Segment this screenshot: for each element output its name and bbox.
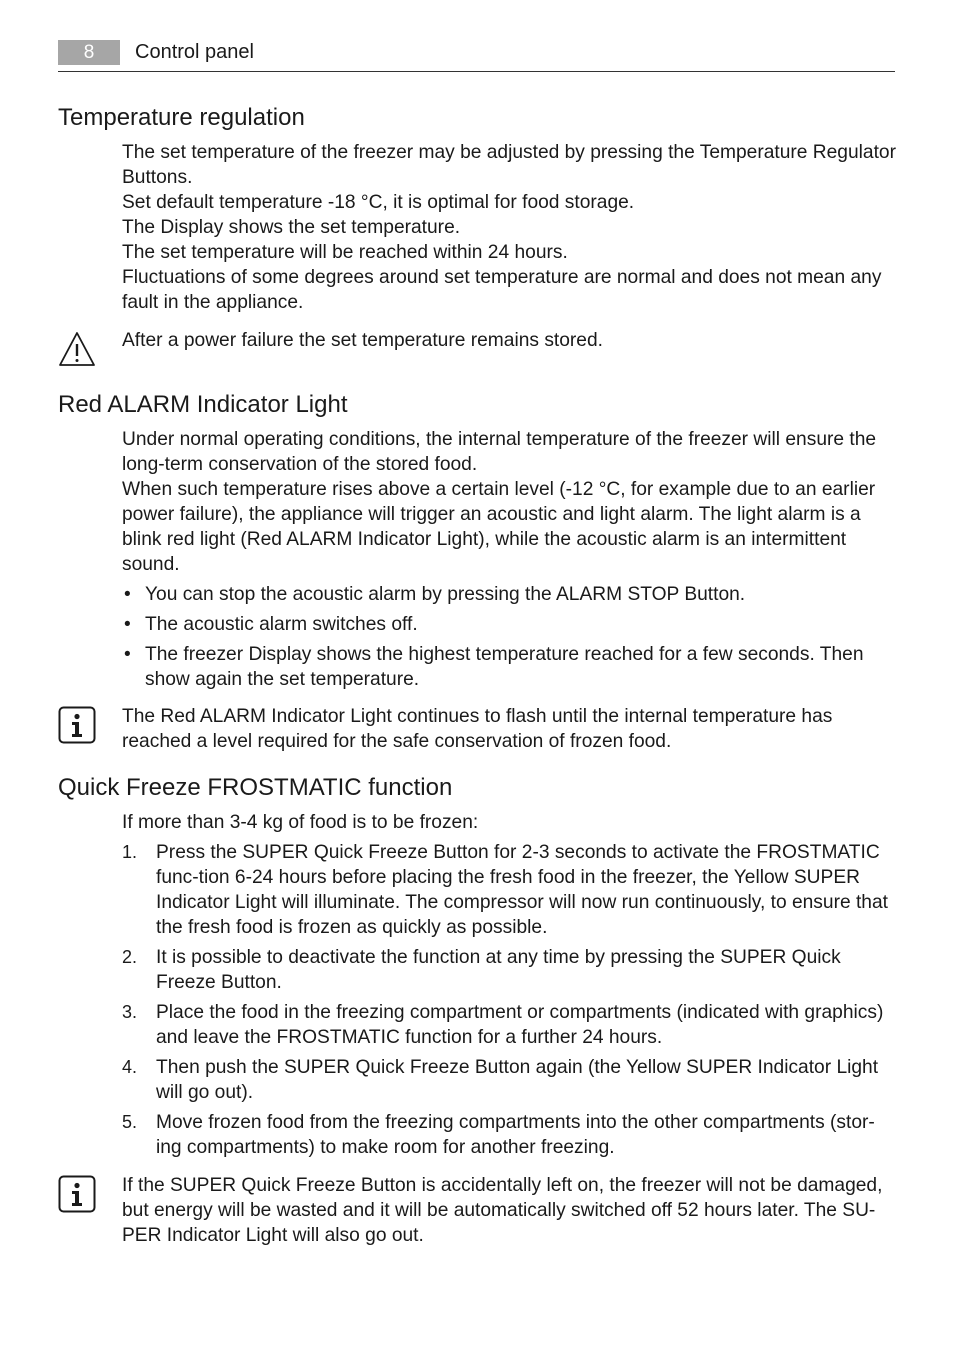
step-text: Press the SUPER Quick Freeze Button for 2-3 seconds to activate the FROSTMATIC func-tion 6-24 hours before placing the fresh food in the freezer, the Yellow SUPER Indicator Light will illuminate. The compressor will now run continuously, to ensure that the fresh food is frozen as quickly as possible. — [156, 842, 888, 938]
alarm-info-note: The Red ALARM Indicator Light continues to flash until the internal temperature has reached a level required for the safe conservation of frozen food. — [122, 706, 833, 752]
heading-red-alarm-indicator-light: Red ALARM Indicator Light — [58, 391, 348, 418]
heading-quick-freeze-frostmatic: Quick Freeze FROSTMATIC function — [58, 774, 453, 801]
list-item-text: The freezer Display shows the highest temperature reached for a few seconds. Then show again the set temperature. — [145, 644, 864, 690]
info-icon — [58, 1175, 96, 1213]
warning-triangle-icon — [58, 330, 96, 368]
list-item — [122, 642, 897, 692]
step-text: It is possible to deactivate the function at any time by pressing the SUPER Quick Freeze Button. — [156, 947, 841, 993]
paragraph: The set temperature of the freezer may be adjusted by pressing the Temperature Regulator Buttons. — [122, 142, 896, 188]
step-number: 3. — [122, 1002, 138, 1022]
page-header — [58, 40, 895, 72]
step-number: 1. — [122, 842, 138, 862]
page-number: 8 — [58, 40, 120, 65]
step-text: Move frozen food from the freezing compartments into the other compartments (stor-ing compartments) to make room for another freezing. — [156, 1112, 875, 1158]
list-item — [122, 612, 897, 637]
step-text: Place the food in the freezing compartment or compartments (indicated with graphics) and leave the FROSTMATIC function for a further 24 hours. — [156, 1002, 884, 1048]
info-icon — [58, 706, 96, 744]
list-item — [122, 1055, 897, 1105]
paragraph: The Display shows the set temperature. — [122, 217, 461, 238]
paragraph: Set default temperature -18 °C, it is optimal for food storage. — [122, 192, 635, 213]
paragraph: Fluctuations of some degrees around set temperature are normal and does not mean any fault in the appliance. — [122, 267, 882, 313]
list-item — [122, 840, 897, 940]
bullet-icon: • — [124, 584, 131, 605]
list-item — [122, 945, 897, 995]
step-text: Then push the SUPER Quick Freeze Button again (the Yellow SUPER Indicator Light will go out). — [156, 1057, 879, 1103]
list-item — [122, 1110, 897, 1160]
bullet-icon: • — [124, 644, 131, 665]
quickfreeze-info-note: If the SUPER Quick Freeze Button is accidentally left on, the freezer will not be damaged, but energy will be wasted and it will be automatically switched off 52 hours later. The SU-PER Indicator Light will also go out. — [122, 1175, 883, 1246]
paragraph: Under normal operating conditions, the internal temperature of the freezer will ensure the long-term conservation of the stored food. — [122, 429, 877, 475]
step-number: 4. — [122, 1057, 138, 1077]
paragraph: When such temperature rises above a certain level (-12 °C, for example due to an earlier power failure), the appliance will trigger an acoustic and light alarm. The light alarm is a blink red light (Red ALARM Indicator Light), while the acoustic alarm is an intermittent sound. — [122, 479, 876, 575]
list-item — [122, 1000, 897, 1050]
list-item-text: You can stop the acoustic alarm by pressing the ALARM STOP Button. — [145, 584, 746, 605]
step-number: 2. — [122, 947, 138, 967]
step-number: 5. — [122, 1112, 138, 1132]
alarm-bullet-list — [122, 582, 897, 697]
quickfreeze-intro: If more than 3-4 kg of food is to be frozen: — [122, 812, 479, 833]
temperature-body — [122, 140, 897, 315]
alarm-body — [122, 427, 897, 577]
heading-temperature-regulation: Temperature regulation — [58, 104, 305, 131]
warning-note: After a power failure the set temperature remains stored. — [122, 330, 603, 351]
bullet-icon: • — [124, 614, 131, 635]
paragraph: The set temperature will be reached within 24 hours. — [122, 242, 568, 263]
list-item-text: The acoustic alarm switches off. — [145, 614, 418, 635]
quickfreeze-steps — [122, 840, 897, 1165]
header-title: Control panel — [135, 41, 254, 63]
list-item — [122, 582, 897, 607]
